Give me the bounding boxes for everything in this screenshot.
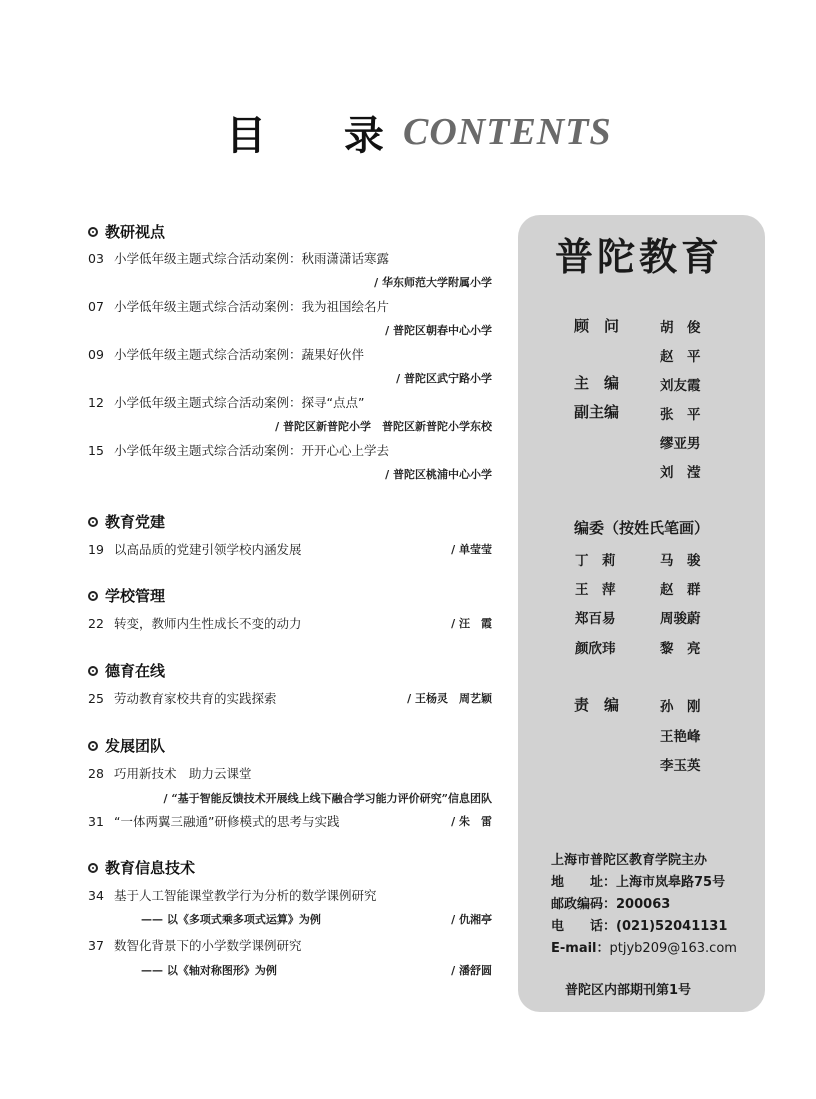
toc-entry[interactable]: 25 劳动教育家校共育的实践探索 [88,691,277,706]
toc-entry[interactable]: 19 以高品质的党建引领学校内涵发展 [88,542,302,557]
circle-bullet-icon [88,863,98,873]
entry-byline: / 汪 霞 [451,617,492,630]
entry-byline: / “基于智能反馈技术开展线上线下融合学习能力评价研究”信息团队 [163,792,492,805]
section-header: 德育在线 [88,660,165,681]
section-header: 教育党建 [88,511,165,532]
entry-byline: / 潘舒圆 [451,964,492,977]
section-header: 教育信息技术 [88,857,195,878]
circle-bullet-icon [88,666,98,676]
committee-member: 马 骏 [660,553,701,569]
committee-member: 周骏蔚 [660,611,701,627]
committee-label: 编委（按姓氏笔画） [574,519,710,537]
entry-byline: / 普陀区武宁路小学 [396,372,492,385]
toc-entry[interactable]: 15 小学低年级主题式综合活动案例：开开心心上学去 [88,443,390,458]
editor-name: 刘友霞 [660,378,701,394]
journal-name: 普陀教育 [555,234,724,279]
responsible-name: 王艳峰 [660,729,701,745]
toc-entry[interactable]: 12 小学低年级主题式综合活动案例：探寻“点点” [88,395,365,410]
section-header: 发展团队 [88,735,165,756]
section-header: 学校管理 [88,585,165,606]
committee-member: 王 萍 [575,582,616,598]
responsible-label: 责 编 [574,696,620,714]
toc-entry[interactable]: 07 小学低年级主题式综合活动案例：我为祖国绘名片 [88,299,390,314]
circle-bullet-icon [88,591,98,601]
toc-entry[interactable]: 09 小学低年级主题式综合活动案例：蔬果好伙伴 [88,347,365,362]
toc-entry[interactable]: 34 基于人工智能课堂教学行为分析的数学课例研究 [88,888,377,903]
page-title-en: CONTENTS [403,111,612,153]
toc-entry[interactable]: 28 巧用新技术 助力云课堂 [88,766,252,781]
toc-entry[interactable]: 31 “一体两翼三融通”研修模式的思考与实践 [88,814,340,829]
advisor-name: 赵 平 [660,349,701,365]
publication-footer: 普陀区内部期刊第1号 [565,983,692,998]
email-line: E-mail：ptjyb209@163.com [551,941,737,956]
committee-member: 郑百易 [575,611,616,627]
entry-byline: / 仇湘亭 [451,913,492,926]
toc-entry[interactable]: 37 数智化背景下的小学数学课例研究 [88,938,302,953]
toc-entry[interactable]: 22 转变，教师内生性成长不变的动力 [88,616,302,631]
toc-entry[interactable]: 03 小学低年级主题式综合活动案例：秋雨潇潇话寒露 [88,251,390,266]
entry-subtitle: —— 以《多项式乘多项式运算》为例 [141,913,321,926]
entry-byline: / 华东师范大学附属小学 [374,276,492,289]
email-link[interactable]: ptjyb209@163.com [609,941,737,956]
circle-bullet-icon [88,517,98,527]
committee-member: 赵 群 [660,582,701,598]
responsible-name: 李玉英 [660,758,701,774]
deputy-name: 缪亚男 [660,436,701,452]
deputy-label: 副主编 [574,403,620,421]
deputy-name: 刘 滢 [660,465,701,481]
editor-label: 主 编 [574,374,620,392]
committee-member: 黎 亮 [660,641,701,657]
committee-member: 丁 莉 [575,553,616,569]
sponsor-line: 上海市普陀区教育学院主办 [551,853,708,868]
entry-byline: / 单莹莹 [451,543,492,556]
entry-subtitle: —— 以《轴对称图形》为例 [141,964,277,977]
section-header: 教研视点 [88,221,165,242]
advisor-name: 胡 俊 [660,320,701,336]
advisor-label: 顾 问 [574,317,620,335]
postcode-line: 邮政编码：200063 [551,897,671,912]
entry-byline: / 普陀区朝春中心小学 [385,324,492,337]
page-title-cn: 目 录 [226,112,416,159]
circle-bullet-icon [88,741,98,751]
circle-bullet-icon [88,227,98,237]
phone-line: 电 话：(021)52041131 [551,919,728,934]
committee-member: 颜欣玮 [575,641,616,657]
entry-byline: / 朱 雷 [451,815,492,828]
responsible-name: 孙 刚 [660,699,701,715]
deputy-name: 张 平 [660,407,701,423]
entry-byline: / 普陀区桃浦中心小学 [385,468,492,481]
entry-byline: / 王杨灵 周艺颖 [407,692,492,705]
address-line: 地 址：上海市岚皋路75号 [551,875,726,890]
entry-byline: / 普陀区新普陀小学 普陀区新普陀小学东校 [275,420,492,433]
